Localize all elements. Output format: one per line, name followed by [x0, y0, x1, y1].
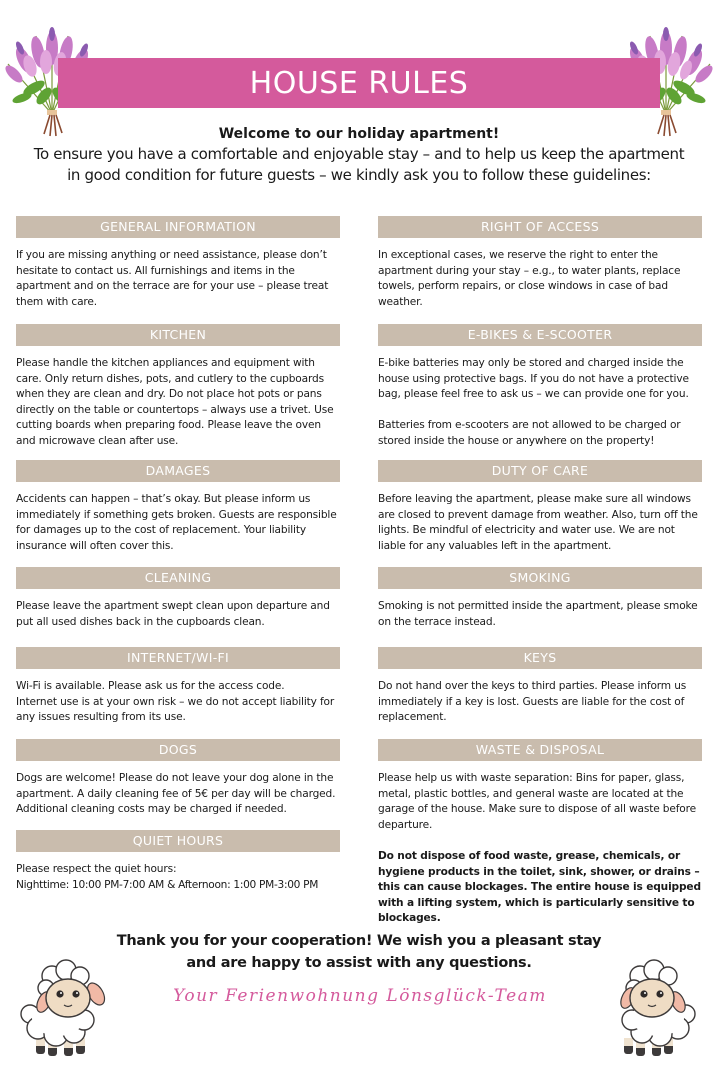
section-header: KITCHEN	[16, 324, 340, 346]
section-header: DUTY OF CARE	[378, 460, 702, 482]
section-header: DAMAGES	[16, 460, 340, 482]
intro-line: To ensure you have a comfortable and enjoyable stay – and to help us keep the apartment	[33, 145, 685, 163]
sheep-icon	[604, 958, 700, 1062]
section-text: Please handle the kitchen appliances and equipment with care. Only return dishes, pots, and cutlery to the cupboards when they are clean and dry. Do not place hot pots or pans directly on the table or countertops – always use a trivet. Use cutting boards when preparing food. Please leave the oven and microwave clean after use.	[16, 357, 334, 447]
signature: Your Ferienwohnung Lönsglück-Team	[173, 986, 547, 1006]
section-text: Internet use is at your own risk – we do not accept liability for any issues resulting from its use.	[16, 695, 335, 724]
section-text: Smoking is not permitted inside the apartment, please smoke on the terrace instead.	[378, 600, 698, 628]
section-header: KEYS	[378, 647, 702, 669]
page-title: HOUSE RULES	[249, 65, 469, 101]
section-text: Dogs are welcome! Please do not leave your dog alone in the apartment. A daily cleaning fee of 5€ per day will be charged. Additional cleaning costs may be charged if needed.	[16, 772, 336, 816]
section-text: Do not hand over the keys to third parties. Please inform us immediately if a key is lost. Guests are liable for the cost of replacement.	[378, 680, 687, 724]
section-text: Accidents can happen – that’s okay. But please inform us immediately if something gets broken. Guests are responsible for damages up to the cost of replacement. Your liability insurance will often cover this.	[16, 493, 337, 552]
sheep-icon	[16, 958, 112, 1062]
section-quiet-hours	[16, 830, 356, 893]
section-kitchen	[16, 324, 340, 450]
section-header: SMOKING	[378, 567, 702, 589]
section-header: RIGHT OF ACCESS	[378, 216, 702, 238]
section-text: Wi-Fi is available. Please ask us for the access code.	[16, 680, 285, 692]
section-text: Batteries from e-scooters are not allowed to be charged or stored inside the house or anywhere on the property!	[378, 419, 681, 447]
intro-line: in good condition for future guests – we kindly ask you to follow these guidelines:	[67, 166, 651, 184]
section-general-information	[16, 216, 340, 310]
section-header: WASTE & DISPOSAL	[378, 739, 702, 761]
section-header: CLEANING	[16, 567, 340, 589]
section-header: E-BIKES & E-SCOOTER	[378, 324, 702, 346]
section-cleaning	[16, 567, 340, 630]
section-text: E-bike batteries may only be stored and charged inside the house using protective bags. If you do not have a protective bag, please feel free to ask us – we can provide one for you.	[378, 357, 689, 401]
intro	[0, 124, 718, 186]
section-text: If you are missing anything or need assistance, please don’t hesitate to contact us. All furnishings and items in the apartment and on the terrace are for your use – please treat them with care.	[16, 249, 329, 308]
section-text: Please leave the apartment swept clean upon departure and put all used dishes back in the cupboards clean.	[16, 600, 330, 628]
section-header: DOGS	[16, 739, 340, 761]
section-header: GENERAL INFORMATION	[16, 216, 340, 238]
section-dogs	[16, 739, 340, 818]
section-text-warning: Do not dispose of food waste, grease, chemicals, or hygiene products in the toilet, sink, shower, or drains – this can cause blockages. The entire house is equipped with a lifting system, which is particularly sensitive to blockages.	[378, 849, 701, 925]
closing-line: and are happy to assist with any questions.	[186, 955, 532, 971]
section-header: INTERNET/WI-FI	[16, 647, 340, 669]
section-internet-wifi	[16, 647, 340, 726]
section-text: Nighttime: 10:00 PM-7:00 AM & Afternoon: 1:00 PM-3:00 PM	[16, 878, 319, 891]
title-banner	[58, 58, 660, 108]
section-duty-of-care	[378, 460, 702, 554]
section-keys	[378, 647, 702, 726]
section-header: QUIET HOURS	[16, 830, 340, 852]
section-damages	[16, 460, 340, 554]
closing-line: Thank you for your cooperation! We wish you a pleasant stay	[116, 933, 602, 949]
section-waste-disposal	[378, 739, 702, 927]
section-e-bikes-e-scooter	[378, 324, 702, 450]
section-smoking	[378, 567, 702, 630]
section-text: Please help us with waste separation: Bins for paper, glass, metal, plastic bottles, and general waste are located at the garage of the house. Make sure to dispose of all waste before departure.	[378, 772, 696, 831]
section-text: Before leaving the apartment, please make sure all windows are closed to prevent damage from weather. Also, turn off the lights. Be mindful of electricity and water use. We are not liable for any valuables left in the apartment.	[378, 493, 698, 552]
section-right-of-access	[378, 216, 702, 310]
section-text: Please respect the quiet hours:	[16, 863, 177, 875]
section-text: In exceptional cases, we reserve the right to enter the apartment during your stay – e.g., to water plants, replace towels, perform repairs, or close windows in case of bad weather.	[378, 249, 681, 308]
welcome-heading: Welcome to our holiday apartment!	[218, 126, 500, 142]
